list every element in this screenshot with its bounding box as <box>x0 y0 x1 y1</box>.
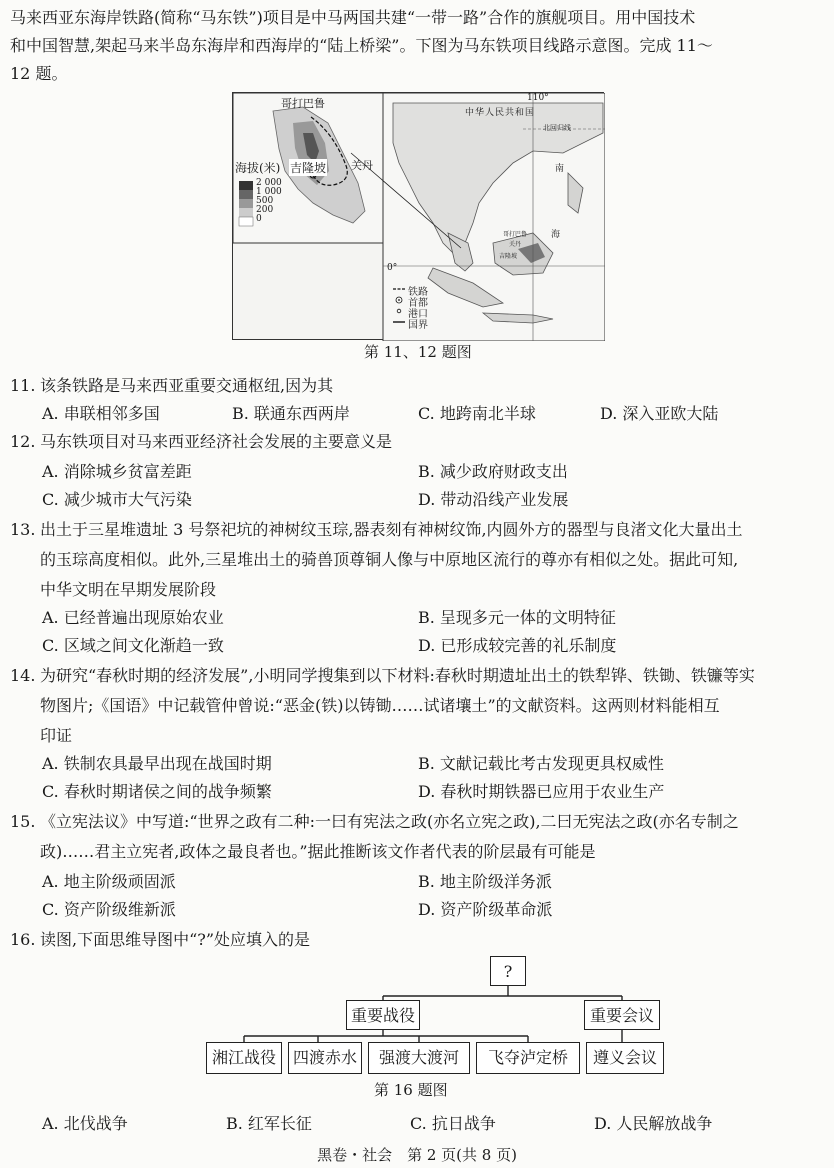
legend-capital: 首都 <box>408 298 428 309</box>
main-label-china: 中华人民共和国 <box>465 108 536 118</box>
legend-border: 国界 <box>408 320 428 331</box>
q16-option-d[interactable]: D. 人民解放战争 <box>594 1114 713 1133</box>
main-label-lon: 110° <box>527 93 549 103</box>
q15-number: 15. <box>10 812 36 831</box>
mindmap-leaf-xiangjiang: 湘江战役 <box>206 1042 282 1074</box>
elev-label-0: 0 <box>256 214 262 224</box>
mindmap-leaf-zunyi: 遵义会议 <box>586 1042 664 1074</box>
elev-label-200: 200 <box>256 205 274 215</box>
q13-option-b[interactable]: B. 呈现多元一体的文明特征 <box>418 608 616 627</box>
q12-option-d[interactable]: D. 带动沿线产业发展 <box>418 490 569 509</box>
q15-stem-line2: 政)……君主立宪者,政体之最良者也。”据此推断该文作者代表的阶层最有可能是 <box>40 842 596 861</box>
mindmap-branch-meetings: 重要会议 <box>584 1000 660 1030</box>
main-label-tropic: 北回归线 <box>543 124 571 132</box>
intro-line-2: 和中国智慧,架起马来半岛东海岸和西海岸的“陆上桥梁”。下图为马东铁项目线路示意图。完成 11～ <box>10 36 713 55</box>
q14-number: 14. <box>10 666 36 685</box>
main-label-south: 南 <box>555 164 565 174</box>
q13-stem-line3: 中华文明在早期发展阶段 <box>40 580 217 599</box>
mindmap-caption: 第 16 题图 <box>374 1081 448 1099</box>
elev-200-swatch <box>239 208 253 217</box>
main-label-kotab: 哥打巴鲁 <box>503 231 528 238</box>
intro-line-3: 12 题。 <box>10 64 68 83</box>
q11-number: 11. <box>10 376 36 395</box>
question-12 <box>10 428 826 456</box>
main-label-sea: 海 <box>551 230 561 240</box>
q15-option-b[interactable]: B. 地主阶级洋务派 <box>418 872 552 891</box>
main-label-lat: 0° <box>387 263 398 273</box>
map-caption: 第 11、12 题图 <box>364 343 472 361</box>
elev-1000-swatch <box>239 190 253 199</box>
q11-option-a[interactable]: A. 串联相邻多国 <box>42 404 160 423</box>
q12-option-c[interactable]: C. 减少城市大气污染 <box>42 490 192 509</box>
elev-label-1000: 1 000 <box>256 187 282 197</box>
q12-option-b[interactable]: B. 减少政府财政支出 <box>418 462 568 481</box>
mindmap-leaf-dadu: 强渡大渡河 <box>368 1042 470 1074</box>
q12-stem: 马东铁项目对马来西亚经济社会发展的主要意义是 <box>40 432 393 451</box>
question-15 <box>10 808 826 836</box>
q13-option-d[interactable]: D. 已形成较完善的礼乐制度 <box>418 636 617 655</box>
q14-option-d[interactable]: D. 春秋时期铁器已应用于农业生产 <box>418 782 665 801</box>
q15-option-d[interactable]: D. 资产阶级革命派 <box>418 900 553 919</box>
q14-option-a[interactable]: A. 铁制农具最早出现在战国时期 <box>42 754 272 773</box>
legend-railway: 铁路 <box>408 287 428 298</box>
q15-option-c[interactable]: C. 资产阶级维新派 <box>42 900 176 919</box>
elev-2000-swatch <box>239 181 253 190</box>
main-label-kl: 吉隆坡 <box>499 253 518 260</box>
legend-port: 港口 <box>408 309 428 320</box>
q14-stem-line2: 物图片;《国语》中记载管仲曾说:“恶金(铁)以铸锄……试诸壤土”的文献资料。这两则材料能相互 <box>40 696 720 715</box>
q16-option-a[interactable]: A. 北伐战争 <box>42 1114 128 1133</box>
q15-stem-line1: 《立宪法议》中写道:“世界之政有二种:一曰有宪法之政(亦名立宪之政),二曰无宪法之政(亦名专制之 <box>40 812 739 831</box>
q14-stem-line1: 为研究“春秋时期的经济发展”,小明同学搜集到以下材料:春秋时期遗址出土的铁犁铧、铁锄、铁镰等实 <box>40 666 755 685</box>
q13-stem-line2: 的玉琮高度相似。此外,三星堆出土的骑兽顶尊铜人像与中原地区流行的尊亦有相似之处。据此可知, <box>40 550 739 569</box>
q13-number: 13. <box>10 520 36 539</box>
question-13 <box>10 516 826 544</box>
intro-line-1: 马来西亚东海岸铁路(简称“马东铁”)项目是中马两国共建“一带一路”合作的旗舰项目。用中国技术 <box>10 8 696 27</box>
inset-label-kuala-lumpur: 吉隆坡 <box>290 161 327 175</box>
elev-0-swatch <box>239 217 253 226</box>
q13-option-c[interactable]: C. 区域之间文化渐趋一致 <box>42 636 224 655</box>
inset-label-kuantan: 关丹 <box>351 159 373 172</box>
q11-stem: 该条铁路是马来西亚重要交通枢纽,因为其 <box>40 376 334 395</box>
question-14 <box>10 662 826 690</box>
q14-option-c[interactable]: C. 春秋时期诸侯之间的战争频繁 <box>42 782 272 801</box>
elev-500-swatch <box>239 199 253 208</box>
elev-label-2000: 2 000 <box>256 178 282 188</box>
q13-option-a[interactable]: A. 已经普遍出现原始农业 <box>42 608 224 627</box>
question-16 <box>10 926 826 954</box>
q16-stem: 读图,下面思维导图中“?”处应填入的是 <box>40 930 311 949</box>
elevation-title: 海拔(米) <box>235 161 281 175</box>
q16-number: 16. <box>10 930 36 949</box>
q16-option-b[interactable]: B. 红军长征 <box>226 1114 312 1133</box>
q16-option-c[interactable]: C. 抗日战争 <box>410 1114 496 1133</box>
q11-option-b[interactable]: B. 联通东西两岸 <box>232 404 350 423</box>
q12-number: 12. <box>10 432 36 451</box>
q13-stem-line1: 出土于三星堆遗址 3 号祭祀坑的神树纹玉琮,器表刻有神树纹饰,内圆外方的器型与良渚文化大量出土 <box>40 520 743 539</box>
railway-map-figure <box>232 92 604 340</box>
q12-option-a[interactable]: A. 消除城乡贫富差距 <box>42 462 192 481</box>
mindmap-branch-battles: 重要战役 <box>346 1000 420 1030</box>
q14-option-b[interactable]: B. 文献记载比考古发现更具权威性 <box>418 754 664 773</box>
q11-option-c[interactable]: C. 地跨南北半球 <box>418 404 536 423</box>
mindmap-leaf-luding: 飞夺泸定桥 <box>476 1042 580 1074</box>
q14-stem-line3: 印证 <box>40 726 73 745</box>
q11-option-d[interactable]: D. 深入亚欧大陆 <box>600 404 719 423</box>
q15-option-a[interactable]: A. 地主阶级顽固派 <box>42 872 176 891</box>
mindmap-root-box: ? <box>490 956 526 986</box>
question-11 <box>10 372 826 400</box>
page-footer: 黑卷・社会 第 2 页(共 8 页) <box>317 1146 517 1164</box>
inset-label-kota-bharu: 哥打巴鲁 <box>281 97 325 110</box>
main-label-kuantan: 关丹 <box>509 241 522 248</box>
elev-label-500: 500 <box>256 196 274 206</box>
mindmap-leaf-sidu: 四渡赤水 <box>288 1042 362 1074</box>
